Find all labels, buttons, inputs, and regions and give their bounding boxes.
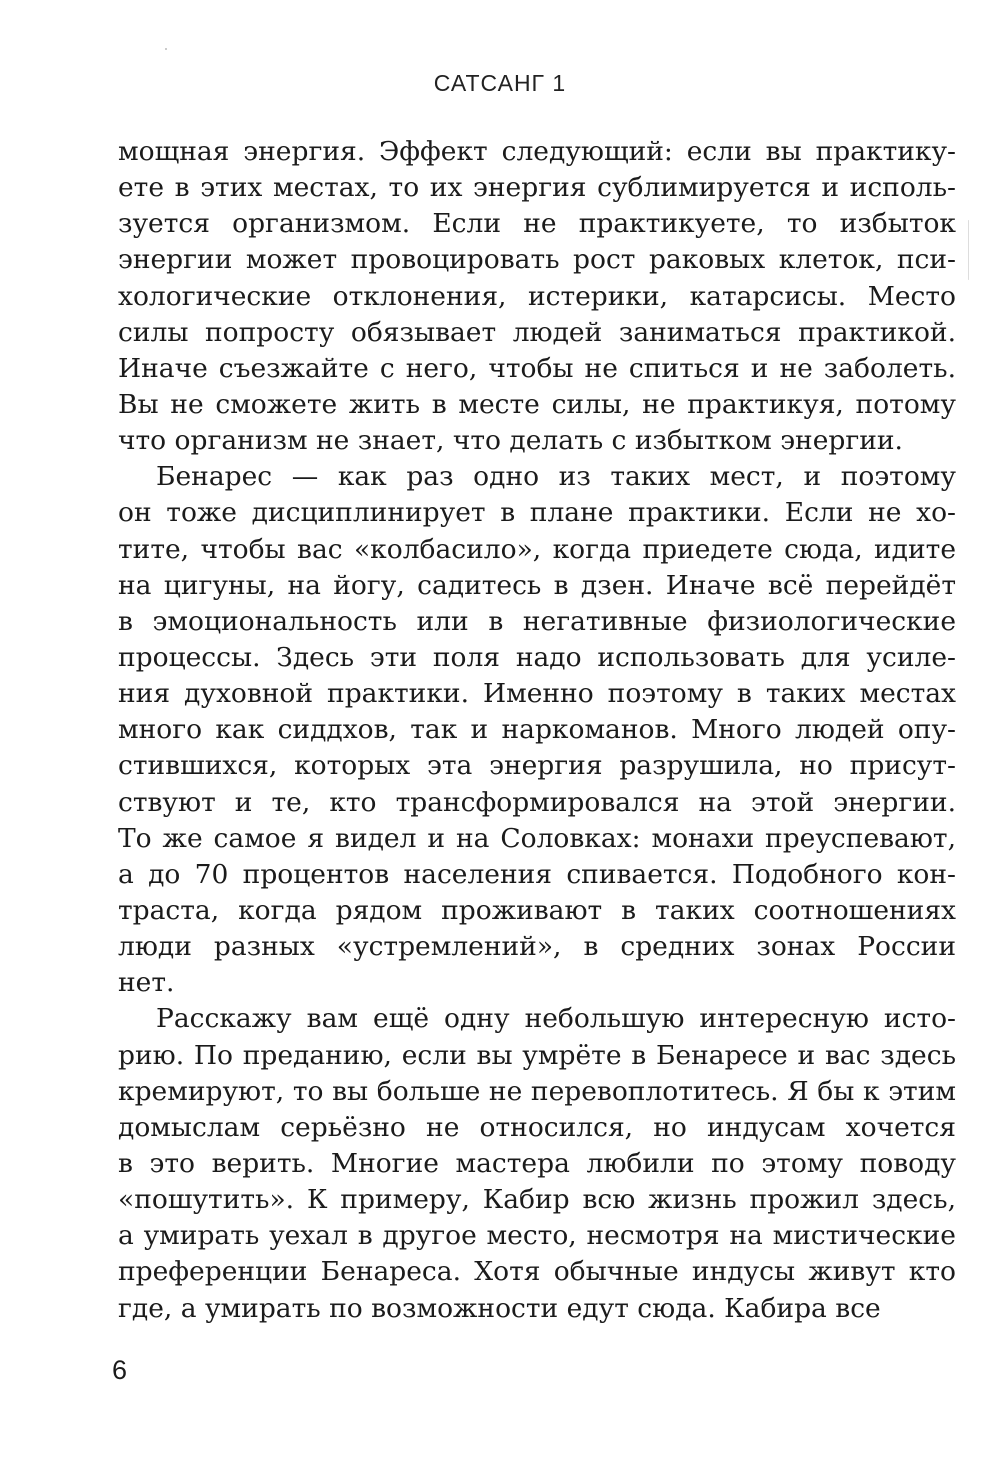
text-line: ния духовной практики. Именно поэтому в таких местах xyxy=(118,678,956,710)
text-line: преференции Бенареса. Хотя обычные индусы живут кто xyxy=(118,1256,956,1288)
text-line: кремируют, то вы больше не перевоплотитесь. Я бы к этим xyxy=(118,1075,956,1107)
text-line: ете в этих местах, то их энергия сублимируется и исполь- xyxy=(118,172,956,204)
text-line: силы попросту обязывает людей заниматься практикой. xyxy=(118,316,956,348)
paragraph xyxy=(118,1001,956,1326)
text-line: много как сиддхов, так и наркоманов. Много людей опу- xyxy=(118,714,956,746)
scan-edge-mark xyxy=(968,220,969,280)
paragraph xyxy=(118,134,956,459)
page-number: 6 xyxy=(112,1355,128,1385)
text-line: Вы не сможете жить в месте силы, не практикуя, потому xyxy=(118,388,956,420)
text-line: стившихся, которых эта энергия разрушила, но присут- xyxy=(118,750,956,782)
text-line: рию. По преданию, если вы умрёте в Бенаресе и вас здесь xyxy=(118,1039,956,1071)
text-line: траста, когда рядом проживают в таких соотношениях xyxy=(118,894,956,926)
text-line: а умирать уехал в другое место, несмотря на мистические xyxy=(118,1220,956,1252)
text-line: зуется организмом. Если не практикуете, то избыток xyxy=(118,208,956,240)
scan-speck xyxy=(165,48,167,50)
text-line: что организм не знает, что делать с избытком энергии. xyxy=(118,425,903,457)
text-line: ствуют и те, кто трансформировался на этой энергии. xyxy=(118,786,956,818)
text-line: процессы. Здесь эти поля надо использовать для усиле- xyxy=(118,641,956,673)
text-line: а до 70 процентов населения спивается. Подобного кон- xyxy=(118,858,956,890)
text-line: хологические отклонения, истерики, катарсисы. Место xyxy=(118,280,956,312)
text-line: То же самое я видел и на Соловках: монахи преуспевают, xyxy=(118,822,956,854)
text-line: нет. xyxy=(118,967,175,999)
text-line: Расскажу вам ещё одну небольшую интересную исто- xyxy=(156,1003,956,1035)
text-line: «пошутить». К примеру, Кабир всю жизнь прожил здесь, xyxy=(118,1184,956,1216)
text-line: энергии может провоцировать рост раковых клеток, пси- xyxy=(118,244,956,276)
text-line: в это верить. Многие мастера любили по этому поводу xyxy=(118,1147,956,1179)
body-text xyxy=(118,134,956,1327)
text-line: тите, чтобы вас «колбасило», когда приедете сюда, идите xyxy=(118,533,956,565)
text-line: где, а умирать по возможности едут сюда. Кабира все xyxy=(118,1292,881,1324)
text-line: он тоже дисциплинирует в плане практики. Если не хо- xyxy=(118,497,956,529)
text-line: люди разных «устремлений», в средних зонах России xyxy=(118,931,956,963)
text-line: Бенарес — как раз одно из таких мест, и поэтому xyxy=(156,461,956,493)
paragraph xyxy=(118,459,956,1001)
text-line: домыслам серьёзно не относился, но индусам хочется xyxy=(118,1111,956,1143)
text-line: мощная энергия. Эффект следующий: если вы практику- xyxy=(118,136,956,167)
text-line: на цигуны, на йогу, садитесь в дзен. Иначе всё перейдёт xyxy=(118,569,956,601)
running-header: САТСАНГ 1 xyxy=(433,70,567,96)
text-line: в эмоциональность или в негативные физиологические xyxy=(118,605,956,637)
text-line: Иначе съезжайте с него, чтобы не спиться и не заболеть. xyxy=(118,352,956,384)
